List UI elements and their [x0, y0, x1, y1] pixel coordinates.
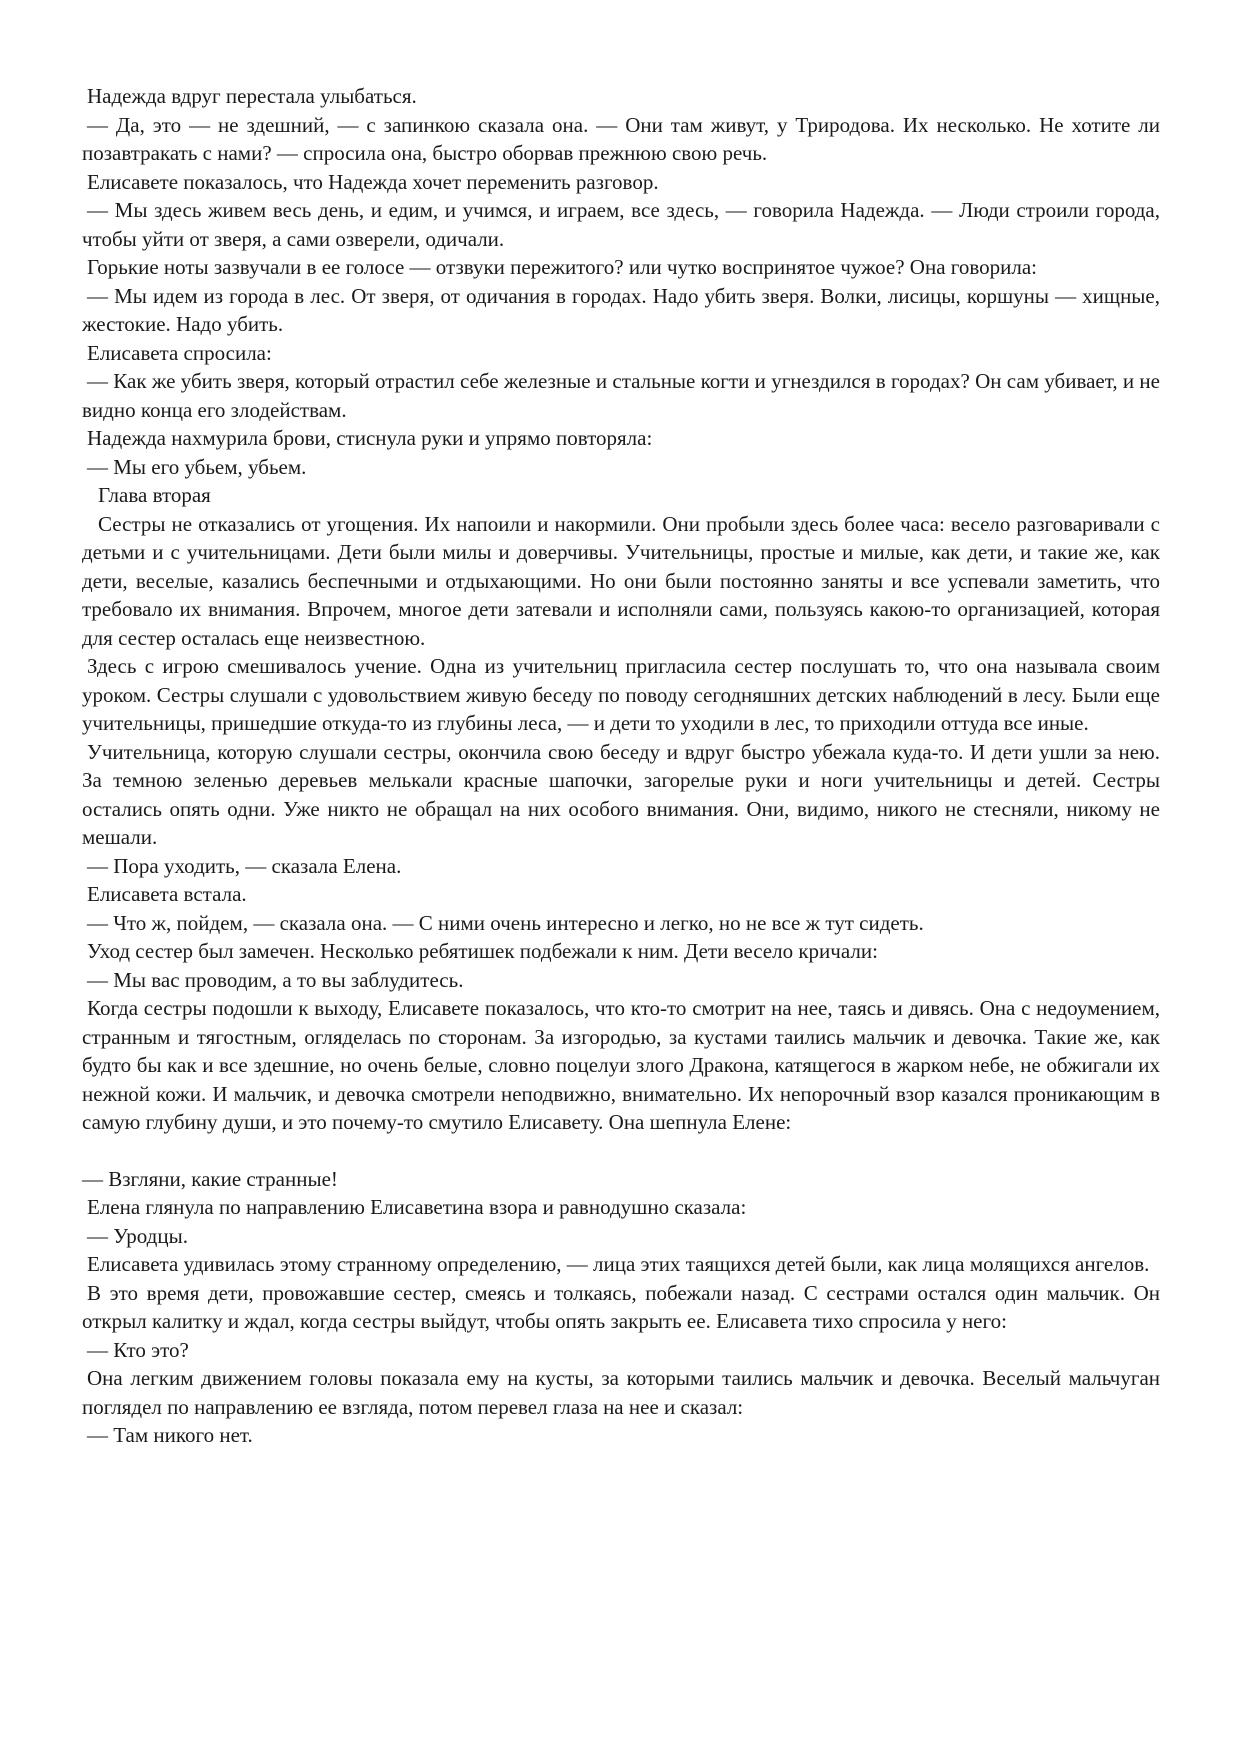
paragraph: — Мы его убьем, убьем.	[87, 454, 307, 479]
paragraph: Она легким движением головы показала ему на кусты, за которыми таились мальчик и девочка. Веселый мальчуган поглядел по направлению ее взгляда, потом перевел глаза на нее и сказал:	[82, 1366, 1160, 1419]
paragraph: — Взгляни, какие странные!	[82, 1166, 338, 1191]
paragraph: Елисавете показалось, что Надежда хочет переменить разговор.	[87, 169, 659, 194]
paragraph: — Там никого нет.	[87, 1423, 253, 1447]
paragraph: — Что ж, пойдем, — сказала она. — С ними очень интересно и легко, но не все ж тут сидеть.	[87, 910, 924, 935]
paragraph: — Мы здесь живем весь день, и едим, и учимся, и играем, все здесь, — говорила Надежда. — Люди строили города, чтобы уйти от зверя, а сами озверели, одичали.	[82, 198, 1160, 251]
paragraph: — Уродцы.	[87, 1223, 188, 1248]
paragraph: — Пора уходить, — сказала Елена.	[87, 853, 402, 878]
paragraph: Здесь с игрою смешивалось учение. Одна из учительниц пригласила сестер послушать то, что она называла своим уроком. Сестры слушали с удовольствием живую беседу по поводу сегодняшних детских наблюдений в лесу. Были еще учительницы, пришедшие откуда-то из глубины леса, — и дети то уходили в лес, то приходили оттуда все иные.	[82, 654, 1160, 735]
paragraph: Елисавета удивилась этому странному определению, — лица этих таящихся детей были, как лица молящихся ангелов.	[87, 1252, 1150, 1276]
paragraph: Уход сестер был замечен. Несколько ребятишек подбежали к ним. Дети весело кричали:	[87, 939, 878, 963]
paragraph: Сестры не отказались от угощения. Их напоили и накормили. Они пробыли здесь более часа: весело разговаривали с детьми и с учительницами. Дети были милы и доверчивы. Учительницы, простые и милые, как дети, и такие же, как дети, веселые, казались беспечными и отдыхающими. Но они были постоянно заняты и все успевали заметить, что требовало их внимания. Впрочем, многое дети затевали и исполняли сами, пользуясь какою-то организацией, которая для сестер осталась еще неизвестною.	[82, 511, 1160, 650]
paragraph: Елена глянула по направлению Елисаветина взора и равнодушно сказала:	[87, 1195, 747, 1219]
paragraph: Елисавета встала.	[87, 882, 247, 906]
paragraph: Горькие ноты зазвучали в ее голосе — отзвуки пережитого? или чутко воспринятое чужое? Она говорила:	[87, 255, 1038, 279]
paragraph: — Мы вас проводим, а то вы заблудитесь.	[87, 967, 464, 992]
paragraph: Надежда нахмурила брови, стиснула руки и упрямо повторяла:	[87, 426, 653, 450]
paragraph: Надежда вдруг перестала улыбаться.	[87, 84, 417, 108]
chapter-heading: Глава вторая	[98, 483, 211, 507]
paragraph: Елисавета спросила:	[87, 340, 272, 365]
paragraph: Когда сестры подошли к выходу, Елисавете показалось, что кто-то смотрит на нее, таясь и дивясь. Она с недоумением, странным и тягостным, огляделась по сторонам. За изгородью, за кустами таились мальчик и девочка. Такие же, как будто бы как и все здешние, но очень белые, словно поцелуи злого Дракона, катящегося в жарком небе, не обжигали их нежной кожи. И мальчик, и девочка смотрели неподвижно, внимательно. Их непорочный взор казался проникающим в самую глубину души, и это почему-то смутило Елисавету. Она шепнула Елене:	[82, 996, 1160, 1134]
paragraph: — Как же убить зверя, который отрастил себе железные и стальные когти и угнездился в городах? Он сам убивает, и не видно конца его злодействам.	[82, 369, 1160, 422]
paragraph: — Да, это — не здешний, — с запинкою сказала она. — Они там живут, у Триродова. Их несколько. Не хотите ли позавтракать с нами? — спросила она, быстро оборвав прежнюю свою речь.	[82, 112, 1160, 165]
document-page	[82, 82, 1160, 1450]
paragraph: — Кто это?	[87, 1337, 189, 1362]
paragraph: — Мы идем из города в лес. От зверя, от одичания в городах. Надо убить зверя. Волки, лисицы, коршуны — хищные, жестокие. Надо убить.	[82, 283, 1160, 336]
paragraph: В это время дети, провожавшие сестер, смеясь и толкаясь, побежали назад. С сестрами остался один мальчик. Он открыл калитку и ждал, когда сестры выйдут, чтобы опять закрыть ее. Елисавета тихо спросила у него:	[82, 1280, 1160, 1333]
paragraph: Учительница, которую слушали сестры, окончила свою беседу и вдруг быстро убежала куда-то. И дети ушли за нею. За темною зеленью деревьев мелькали красные шапочки, загорелые руки и ноги учительницы и детей. Сестры остались опять одни. Уже никто не обращал на них особого внимания. Они, видимо, никого не стесняли, никому не мешали.	[82, 739, 1160, 849]
